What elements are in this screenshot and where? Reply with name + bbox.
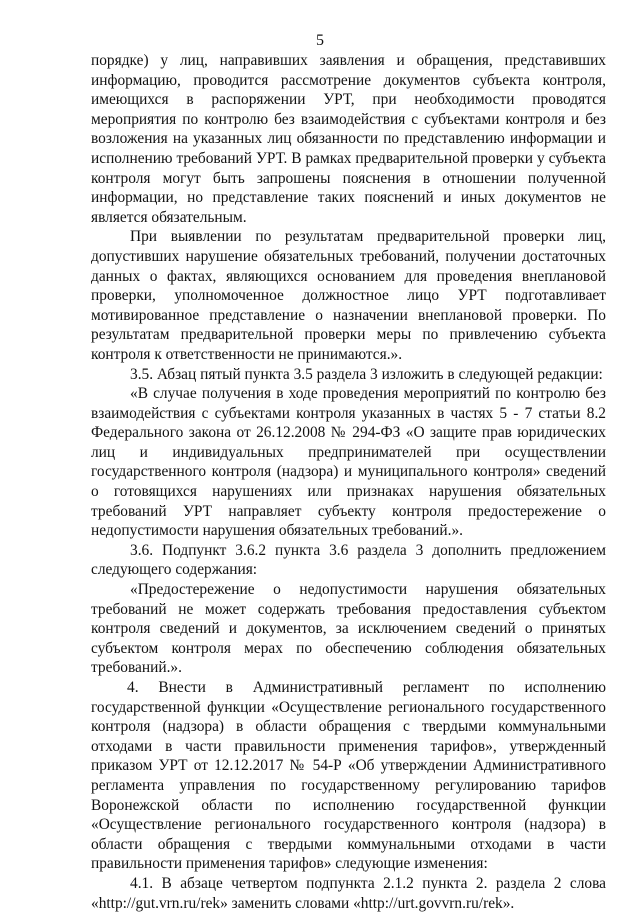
paragraph-item-3-5-text: «В случае получения в ходе проведения мероприятий по контролю без взаимодействия с субъектами контроля указанных в частях 5 - 7 статьи 8.2 Федерального закона от 26.12.2008 № 294-ФЗ «О защите прав юридических лиц и индивидуальных предпринимателей при осуществлении государственного контроля (надзора) и муниципального контроля» сведений о готовящихся нарушениях или признаках нарушения обязательных требований УРТ направляет субъекту контроля предостережение о недопустимости нарушения обязательных требований.». [91,385,606,540]
paragraph-continuation: порядке) у лиц, направивших заявления и обращения, представивших информацию, проводится рассмотрение документов субъекта контроля, имеющихся в распоряжении УРТ, при необходимости проводятся мероприятия по контролю без взаимодействия с субъектами контроля и без возложения на указанных лиц обязанности по представлению информации и исполнению требований УРТ. В рамках предварительной проверки у субъекта контроля могут быть запрошены пояснения в отношении полученной информации, но представление таких пояснений и иных документов не является обязательным. [91,52,606,226]
paragraph-preliminary-check: При выявлении по результатам предварительной проверки лиц, допустивших нарушение обязательных требований, получении достаточных данных о фактах, являющихся основанием для проведения внеплановой проверки, уполномоченное должностное лицо УРТ подготавливает мотивированное представление о назначении внеплановой проверки. По результатам предварительной проверки меры по привлечению субъекта контроля к ответственности не принимаются.». [91,228,606,363]
paragraph-item-3-6-text: «Предостережение о недопустимости нарушения обязательных требований не может содержать требования предоставления субъектом контроля сведений и документов, за исключением сведений о принятых субъектом контроля мерах по обеспечению соблюдения обязательных требований.». [91,581,606,677]
paragraph-item-4-1: 4.1. В абзаце четвертом подпункта 2.1.2 пункта 2. раздела 2 слова «http://gut.vrn.ru/rek» заменить словами «http://urt.govvrn.ru/rek». [91,874,606,912]
paragraph-item-3-5: 3.5. Абзац пятый пункта 3.5 раздела 3 изложить в следующей редакции: [130,365,603,383]
page-number: 5 [316,32,324,49]
paragraph-item-3-6: 3.6. Подпункт 3.6.2 пункта 3.6 раздела 3 дополнить предложением следующего содержания: [91,541,606,579]
paragraph-item-4: 4. Внести в Административный регламент по исполнению государственной функции «Осуществление регионального государственного контроля (надзора) в области обращения с твердыми коммунальными отходами в части правильности применения тарифов», утвержденный приказом УРТ от 12.12.2017 № 54-Р «Об утверждении Административного регламента управления по государственному регулированию тарифов Воронежской области по исполнению государственной функции «Осуществление регионального государственного контроля (надзора) в области обращения с твердыми коммунальными отходами в части правильности применения тарифов» следующие изменения: [91,679,606,873]
document-body [91,51,606,913]
